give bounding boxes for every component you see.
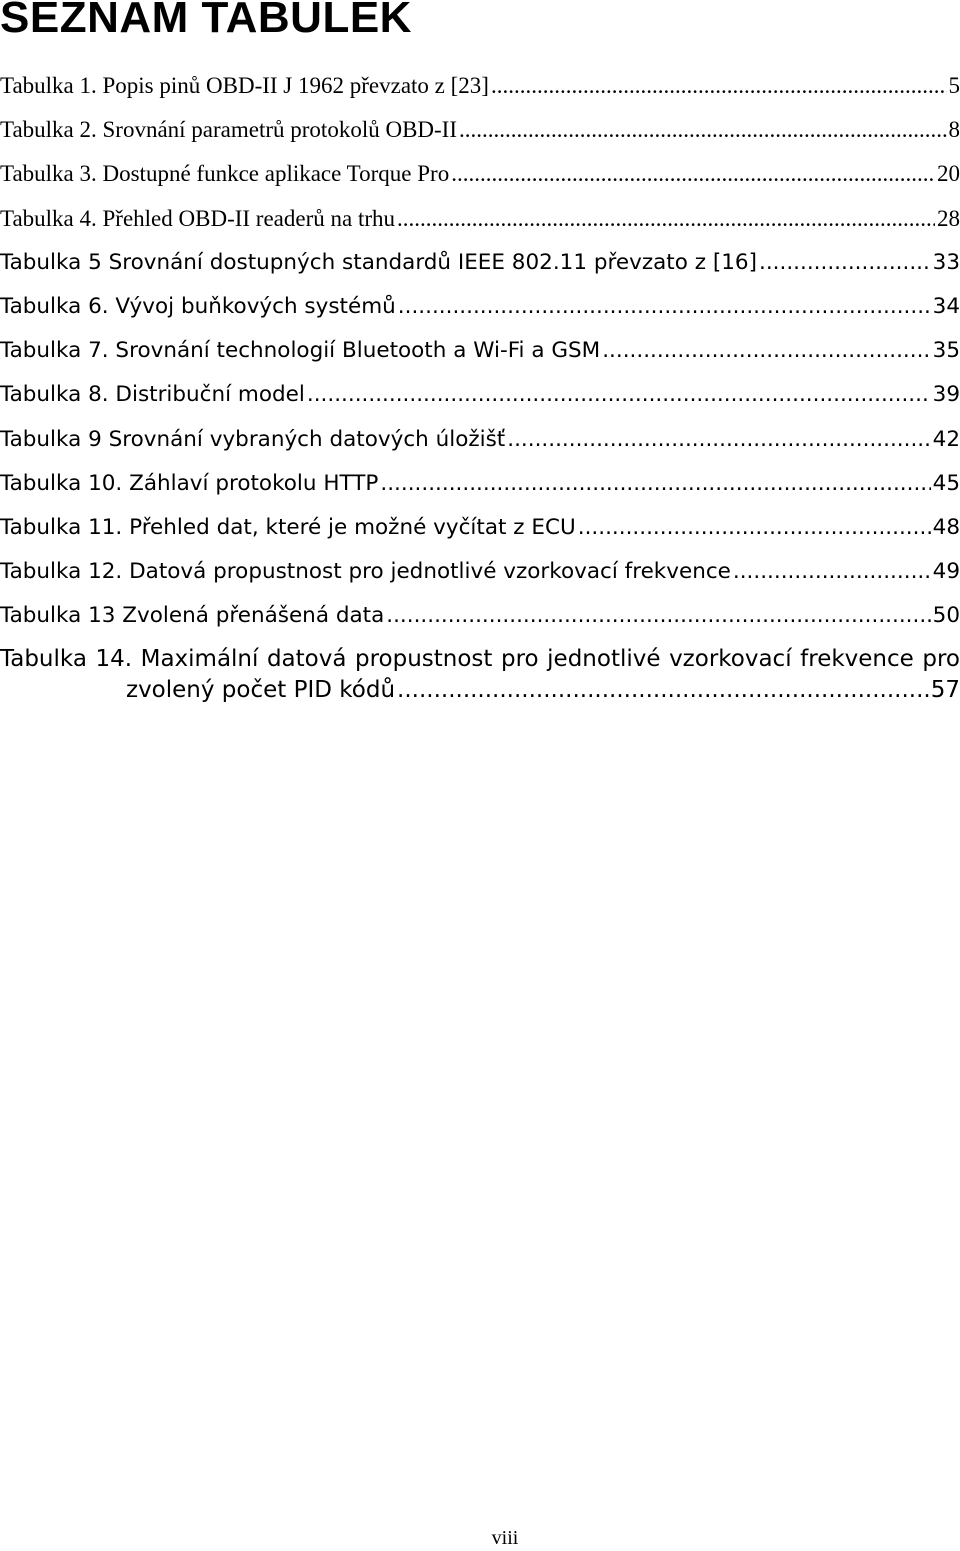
- toc-entry-label: Tabulka 8. Distribuční model: [0, 382, 305, 408]
- toc-entry-label: Tabulka 4. Přehled OBD-II readerů na trhu: [0, 205, 395, 231]
- toc-word: frekvence: [800, 646, 914, 673]
- toc-entry: [0, 285, 960, 329]
- toc-entry: [0, 418, 960, 462]
- dot-leader: [491, 64, 947, 108]
- toc-entry-page: 50: [932, 603, 960, 629]
- toc-entry: [0, 550, 960, 594]
- page-title: SEZNAM TABULEK: [0, 0, 412, 42]
- dot-leader: [397, 675, 929, 706]
- dot-leader: [380, 462, 930, 506]
- toc-entry: [0, 241, 960, 285]
- dot-leader: [397, 197, 935, 241]
- toc-entry: [0, 64, 960, 108]
- toc-word: jednotlivé: [547, 646, 661, 673]
- toc-entry-page: 8: [948, 117, 960, 143]
- dot-leader: [602, 329, 930, 373]
- toc-entry-page: 48: [932, 514, 960, 540]
- dot-leader: [307, 373, 931, 417]
- toc-entry-label: Tabulka 11. Přehled dat, které je možné vyčítat z ECU: [0, 514, 576, 540]
- toc-entry-page: 33: [932, 249, 960, 275]
- toc-entry: [0, 594, 960, 638]
- toc-entry-page: 39: [932, 382, 960, 408]
- dot-leader: [759, 241, 931, 285]
- toc-entry-label: zvolený počet PID kódů: [126, 677, 396, 704]
- toc-entry-label: Tabulka 7. Srovnání technologií Bluetooth a Wi-Fi a GSM: [0, 338, 601, 364]
- toc-entry-page: 28: [937, 205, 960, 231]
- toc-entry-label: Tabulka 3. Dostupné funkce aplikace Torque Pro: [0, 161, 450, 187]
- toc-entry: [0, 506, 960, 550]
- toc-word: Maximální: [140, 646, 259, 673]
- toc-entry: [0, 108, 960, 152]
- toc-entry: [0, 329, 960, 373]
- dot-leader: [451, 152, 935, 196]
- toc-entry-page: 34: [932, 293, 960, 319]
- dot-leader: [398, 285, 931, 329]
- page-number: viii: [491, 1527, 519, 1549]
- toc-entry: [0, 152, 960, 196]
- toc-word: vzorkovací: [669, 646, 792, 673]
- toc-entry-page: 35: [932, 338, 960, 364]
- toc-entry-label: Tabulka 6. Vývoj buňkových systémů: [0, 293, 396, 319]
- toc-word: propustnost: [354, 646, 493, 673]
- dot-leader: [578, 506, 931, 550]
- toc-entry-line-1: [0, 644, 960, 675]
- dot-leader: [733, 550, 931, 594]
- toc-word: datová: [266, 646, 347, 673]
- toc-entry-page: 5: [948, 73, 960, 98]
- toc-entry-label: Tabulka 12. Datová propustnost pro jednotlivé vzorkovací frekvence: [0, 559, 731, 585]
- toc-entry-multiline: [0, 644, 960, 706]
- toc-entry-page: 57: [930, 677, 960, 704]
- toc-entry: [0, 462, 960, 506]
- toc-entry-page: 49: [932, 559, 960, 585]
- toc-word: Tabulka: [0, 646, 87, 673]
- toc-entry-page: 45: [932, 470, 960, 496]
- toc-entry-page: 42: [932, 426, 960, 452]
- toc-entry-label: Tabulka 1. Popis pinů OBD-II J 1962 převzato z [23]: [0, 73, 489, 98]
- toc-word: 14.: [95, 646, 133, 673]
- toc-entry-label: Tabulka 2. Srovnání parametrů protokolů OBD-II: [0, 117, 458, 143]
- dot-leader: [459, 108, 946, 152]
- toc-entry: [0, 373, 960, 417]
- dot-leader: [386, 594, 930, 638]
- toc-entry-label: Tabulka 13 Zvolená přenášená data: [0, 603, 385, 629]
- toc-entry-label: Tabulka 9 Srovnání vybraných datových úložišť: [0, 426, 506, 452]
- toc-entry-page: 20: [937, 161, 960, 187]
- toc-entry: [0, 197, 960, 241]
- toc-entry-label: Tabulka 5 Srovnání dostupných standardů IEEE 802.11 převzato z [16]: [0, 249, 757, 275]
- dot-leader: [507, 418, 930, 462]
- toc-entry-label: Tabulka 10. Záhlaví protokolu HTTP: [0, 470, 379, 496]
- toc-word: pro: [500, 646, 539, 673]
- toc-word: pro: [922, 646, 960, 673]
- list-of-tables: [0, 64, 960, 706]
- toc-entry-line-2: [0, 675, 960, 706]
